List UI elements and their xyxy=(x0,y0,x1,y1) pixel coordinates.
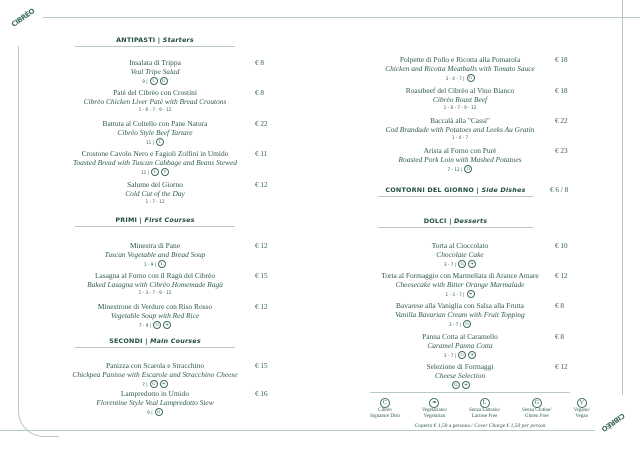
allergen-codes: 3 - 7 | xyxy=(448,321,462,327)
legend-label-en: Vegan xyxy=(575,413,588,419)
item-english-name: Baked Lasagna with Cibrèo Homemade Ragù xyxy=(87,279,223,289)
item-name: Lampredotto in Umido xyxy=(120,389,190,398)
section-title: CONTORNI DEL GIORNO xyxy=(385,186,475,194)
menu-item xyxy=(35,390,275,416)
allergen-codes: 1 - 7 - 12 xyxy=(145,199,165,204)
item-price: € 15 xyxy=(255,272,268,280)
legend-item xyxy=(422,398,447,419)
item-price: € 8 xyxy=(555,302,564,310)
gluten-free-icon: G xyxy=(155,408,163,416)
item-name: Insalata di Trippa xyxy=(129,58,181,67)
section-subtitle: Side Dishes xyxy=(481,186,526,194)
item-allergens xyxy=(35,290,275,295)
item-name: Panizza con Scarola e Stracchino xyxy=(105,361,205,370)
item-english-name: Tuscan Vegetable and Bread Soup xyxy=(104,249,206,259)
gluten-free-icon: G xyxy=(467,74,475,82)
gluten-free-icon: G xyxy=(458,260,466,268)
allergen-codes: 11 | xyxy=(140,169,150,175)
item-english-name: Veal Tripe Salad xyxy=(130,66,180,76)
cover-charge-it: Coperto € 1,50 a persona / xyxy=(414,423,473,429)
item-english-name: Caramel Panna Cotta xyxy=(427,340,493,350)
frame-line xyxy=(43,17,640,18)
logo: CIBRÈO xyxy=(10,7,37,29)
item-price: € 18 xyxy=(555,56,568,64)
item-allergens xyxy=(35,260,275,268)
item-allergens xyxy=(35,107,275,112)
logo: CIBRÈO xyxy=(600,411,627,433)
vegetarian-icon: ❧ xyxy=(160,380,168,388)
item-price: € 22 xyxy=(555,117,568,125)
item-allergens xyxy=(35,77,275,85)
legend-icon: L xyxy=(480,398,490,408)
item-allergens xyxy=(340,165,580,173)
item-name: Battuta al Coltello con Pane Natura xyxy=(102,119,208,128)
item-price: € 12 xyxy=(555,363,568,371)
menu-item xyxy=(340,272,580,298)
item-price: € 8 xyxy=(255,89,264,97)
item-allergens xyxy=(340,260,580,268)
section-subtitle: Desserts xyxy=(454,217,488,225)
item-english-name: Cod Brandade with Potatoes and Leeks Au Gratin xyxy=(385,124,535,134)
item-english-name: Cheesecake with Bitter Orange Marmalade xyxy=(395,279,525,289)
vegetarian-icon: ❧ xyxy=(462,381,470,389)
item-price: € 16 xyxy=(255,390,268,398)
vegetarian-icon: ❧ xyxy=(163,321,171,329)
item-allergens xyxy=(35,408,275,416)
vegetarian-icon: ❧ xyxy=(468,351,476,359)
item-price: € 10 xyxy=(555,242,568,250)
item-english-name: Chicken and Ricotta Meatballs with Tomato Sauce xyxy=(385,63,535,73)
menu-item xyxy=(340,117,580,140)
allergen-codes: 9 | xyxy=(142,78,148,84)
item-name: Baccalà alla "Cassi" xyxy=(430,116,490,125)
menu-item xyxy=(340,242,580,268)
menu-item xyxy=(340,302,580,328)
item-name: Salume del Giorno xyxy=(127,180,183,189)
allergen-codes: 1 - 3 - 7 - 9 - 12 xyxy=(138,290,172,295)
allergen-codes: 3 - 7 | xyxy=(443,261,457,267)
item-english-name: Chickpea Panisse with Escarole and Stracchino Cheese xyxy=(72,369,238,379)
legend-item xyxy=(574,398,590,419)
item-price: € 12 xyxy=(555,272,568,280)
lactose-free-icon: L xyxy=(158,260,166,268)
menu-item xyxy=(35,272,275,295)
item-allergens xyxy=(340,74,580,82)
lactose-free-icon: L xyxy=(156,138,164,146)
legend-label-en: Signature Dish xyxy=(370,413,400,419)
legend-item xyxy=(370,398,400,419)
item-allergens xyxy=(35,380,275,388)
legend-label-it: Vegano/ xyxy=(573,408,590,413)
item-price: € 11 xyxy=(255,150,268,158)
section-title: DOLCI xyxy=(423,217,447,225)
legend-item xyxy=(522,398,552,419)
section-subtitle: First Courses xyxy=(144,216,195,224)
section-heading: PRIMI | First Courses xyxy=(75,216,235,227)
legend-icon: ❧ xyxy=(429,398,439,408)
section-title: ANTIPASTI xyxy=(116,36,156,44)
menu-item xyxy=(340,363,580,389)
item-price: € 22 xyxy=(255,120,268,128)
section-title: SECONDI xyxy=(109,337,143,345)
gluten-free-icon: G xyxy=(464,165,472,173)
item-name: Polpette di Pollo e Ricotta alla Pomarola xyxy=(399,55,521,64)
gluten-free-icon: G xyxy=(150,380,158,388)
item-name: Bavarese alla Vaniglia con Salsa alla Frutta xyxy=(396,301,524,310)
legend xyxy=(370,398,590,419)
cover-charge xyxy=(370,423,590,429)
allergen-codes: 1 - 4 - 7 xyxy=(451,135,469,140)
vegetarian-icon: ❧ xyxy=(468,260,476,268)
section-heading: ANTIPASTI | Starters xyxy=(75,36,235,47)
item-english-name: Chocolate Cake xyxy=(436,249,484,259)
item-name: Minestra di Pane xyxy=(129,241,181,250)
item-english-name: Cold Cut of the Day xyxy=(125,188,185,198)
allergen-codes: 3 - 4 - 7 | xyxy=(445,75,465,81)
allergen-codes: 3 - 7 | xyxy=(443,352,457,358)
allergen-codes: 7 - 12 | xyxy=(447,166,463,172)
item-allergens xyxy=(35,168,275,176)
item-english-name: Vanilla Bavarian Cream with Fruit Topping xyxy=(395,309,525,319)
item-price: € 12 xyxy=(255,181,268,189)
item-price: € 8 xyxy=(255,59,264,67)
menu-item xyxy=(35,303,275,329)
section-heading: SECONDI | Main Courses xyxy=(75,337,235,348)
menu-item xyxy=(35,150,275,176)
item-english-name: Cibrèo Chicken Liver Patè with Bread Croutons xyxy=(83,96,227,106)
legend-label-it: Cibrèo xyxy=(378,408,392,413)
legend-icon: C xyxy=(380,398,390,408)
item-price: € 18 xyxy=(555,87,568,95)
item-allergens xyxy=(340,135,580,140)
menu-item xyxy=(340,56,580,82)
gluten-free-icon: G xyxy=(153,321,161,329)
vegan-icon: V xyxy=(161,168,169,176)
gluten-free-icon: G xyxy=(452,381,460,389)
menu-item xyxy=(35,242,275,268)
item-english-name: Cheese Selection xyxy=(434,370,486,380)
section-subtitle: Starters xyxy=(162,36,194,44)
item-price: € 23 xyxy=(555,147,568,155)
gluten-free-icon: G xyxy=(458,351,466,359)
legend-label-it: Senza Glutine/ xyxy=(522,408,552,413)
item-price: € 8 xyxy=(555,333,564,341)
item-name: Minestrone di Verdure con Riso Rosso xyxy=(97,302,213,311)
item-name: Torta al Cioccolato xyxy=(431,241,489,250)
menu-item xyxy=(340,87,580,110)
item-allergens xyxy=(340,381,580,389)
item-allergens xyxy=(340,320,580,328)
lactose-free-icon: L xyxy=(150,77,158,85)
menu-item xyxy=(35,89,275,112)
gluten-free-icon: G xyxy=(463,320,471,328)
item-allergens xyxy=(340,105,580,110)
legend-label-en: Vegetarian xyxy=(423,413,446,419)
legend-icon: V xyxy=(577,398,587,408)
section-title: PRIMI xyxy=(115,216,138,224)
item-price: € 12 xyxy=(255,242,268,250)
menu-item xyxy=(340,147,580,173)
menu-item xyxy=(35,181,275,204)
section-subtitle: Main Courses xyxy=(150,337,201,345)
allergen-codes: 7 | xyxy=(142,381,148,387)
item-allergens xyxy=(35,138,275,146)
item-english-name: Toasted Bread with Tuscan Cabbage and Beans Stewed xyxy=(73,157,237,167)
section-price: € 6 / 8 xyxy=(550,186,569,194)
legend-label-it: Vegetariano/ xyxy=(421,408,448,413)
section-heading: DOLCI | Desserts xyxy=(378,217,533,228)
divider xyxy=(370,392,570,393)
menu-item xyxy=(35,362,275,388)
item-name: Selezione di Formaggi xyxy=(426,362,494,371)
item-english-name: Cibrèo Style Beef Tartare xyxy=(117,127,193,137)
vegetarian-icon: ❧ xyxy=(467,290,475,298)
item-name: Torta al Formaggio con Marmellata di Arance Amare xyxy=(381,271,539,280)
item-allergens xyxy=(340,351,580,359)
legend-item xyxy=(469,398,500,419)
item-name: Patè del Cibrèo con Crostini xyxy=(113,88,197,97)
section-heading: CONTORNI DEL GIORNO | Side Dishes xyxy=(378,186,533,197)
item-name: Roastbeef del Cibrèo al Vino Bianco xyxy=(405,86,515,95)
item-english-name: Florentine Style Veal Lampredotto Stew xyxy=(96,397,214,407)
item-name: Lasagna al Forno con il Ragù del Cibrèo xyxy=(94,271,216,280)
allergen-codes: 1 - 3 - 7 | xyxy=(445,291,465,297)
allergen-codes: 1 - 9 | xyxy=(143,261,157,267)
legend-label-it: Senza Lattosio/ xyxy=(469,408,501,413)
item-english-name: Cibrèo Roast Beef xyxy=(432,94,488,104)
allergen-codes: 1 - 6 - 7 - 9 - 12 xyxy=(138,107,172,112)
legend-label-en: Lactose Free xyxy=(471,413,498,419)
item-price: € 12 xyxy=(255,303,268,311)
allergen-codes: 11 | xyxy=(145,139,155,145)
item-price: € 15 xyxy=(255,362,268,370)
allergen-codes: 7 - 9 | xyxy=(138,322,152,328)
item-name: Panna Cotta al Caramello xyxy=(422,332,498,341)
menu-item xyxy=(35,59,275,85)
allergen-codes: 1 - 6 - 7 - 9 - 12 xyxy=(443,105,477,110)
item-name: Arista al Forno con Purè xyxy=(423,146,497,155)
cover-charge-en: Cover Charge € 1,50 per person xyxy=(474,423,546,429)
lactose-free-icon: L xyxy=(151,168,159,176)
menu-item xyxy=(35,120,275,146)
allergen-codes: 9 | xyxy=(147,409,153,415)
frame-line xyxy=(0,430,595,431)
menu-item xyxy=(340,333,580,359)
item-allergens xyxy=(35,199,275,204)
item-allergens xyxy=(35,321,275,329)
item-english-name: Roasted Pork Loin with Mashed Potatoes xyxy=(398,154,522,164)
item-name: Crostone Cavolo Nero e Fagioli Zolfini in Umido xyxy=(81,149,229,158)
legend-label-en: Gluten Free xyxy=(524,413,549,419)
item-english-name: Vegetable Soup with Red Rice xyxy=(110,310,200,320)
legend-icon: G xyxy=(532,398,542,408)
item-allergens xyxy=(340,290,580,298)
gluten-free-icon: G xyxy=(160,77,168,85)
